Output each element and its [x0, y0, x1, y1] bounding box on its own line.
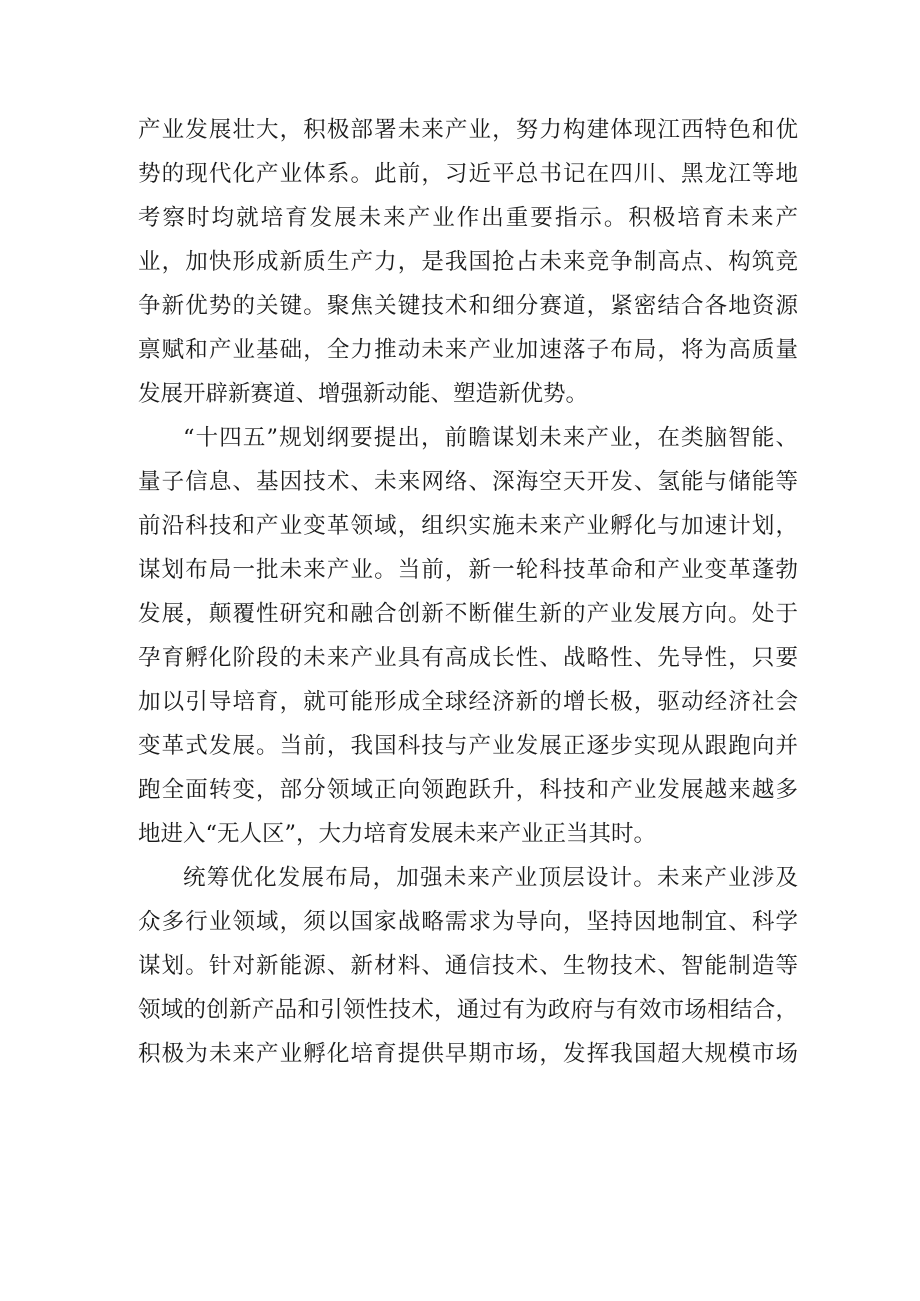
text-line: 孕育孵化阶段的未来产业具有高成长性、战略性、先导性，只要 [138, 645, 798, 671]
paragraph-3 [138, 856, 798, 1076]
paragraph-1 [138, 108, 798, 416]
paragraph-2 [138, 416, 798, 856]
text-line: 众多行业领域，须以国家战略需求为导向，坚持因地制宜、科学 [138, 909, 798, 935]
text-line: 地进入“无人区”，大力培育发展未来产业正当其时。 [138, 821, 657, 847]
text-line: 加以引导培育，就可能形成全球经济新的增长极，驱动经济社会 [138, 689, 798, 715]
text-line: 谋划。针对新能源、新材料、通信技术、生物技术、智能制造等 [138, 953, 798, 979]
text-line: 量子信息、基因技术、未来网络、深海空天开发、氢能与储能等 [138, 469, 798, 495]
text-line: 业，加快形成新质生产力，是我国抢占未来竞争制高点、构筑竞 [138, 249, 798, 275]
text-line: 争新优势的关键。聚焦关键技术和细分赛道，紧密结合各地资源 [138, 293, 798, 319]
text-line: 统筹优化发展布局，加强未来产业顶层设计。未来产业涉及 [183, 865, 798, 891]
text-line: 谋划布局一批未来产业。当前，新一轮科技革命和产业变革蓬勃 [138, 557, 798, 583]
text-line: 跑全面转变，部分领域正向领跑跃升，科技和产业发展越来越多 [138, 777, 798, 803]
text-line: 发展，颠覆性研究和融合创新不断催生新的产业发展方向。处于 [138, 601, 798, 627]
text-line: 变革式发展。当前，我国科技与产业发展正逐步实现从跟跑向并 [138, 733, 798, 759]
text-line: 禀赋和产业基础，全力推动未来产业加速落子布局，将为高质量 [138, 337, 798, 363]
text-line: 产业发展壮大，积极部署未来产业，努力构建体现江西特色和优 [138, 117, 798, 143]
text-line: 积极为未来产业孵化培育提供早期市场，发挥我国超大规模市场 [138, 1041, 798, 1067]
text-line: 领域的创新产品和引领性技术，通过有为政府与有效市场相结合， [138, 997, 798, 1023]
text-line: 势的现代化产业体系。此前，习近平总书记在四川、黑龙江等地 [138, 161, 798, 187]
text-line: 考察时均就培育发展未来产业作出重要指示。积极培育未来产 [138, 205, 798, 231]
text-line: 发展开辟新赛道、增强新动能、塑造新优势。 [138, 381, 589, 407]
document-body [138, 108, 798, 1076]
text-line: “十四五”规划纲要提出，前瞻谋划未来产业，在类脑智能、 [183, 425, 798, 451]
text-line: 前沿科技和产业变革领域，组织实施未来产业孵化与加速计划， [138, 513, 798, 539]
